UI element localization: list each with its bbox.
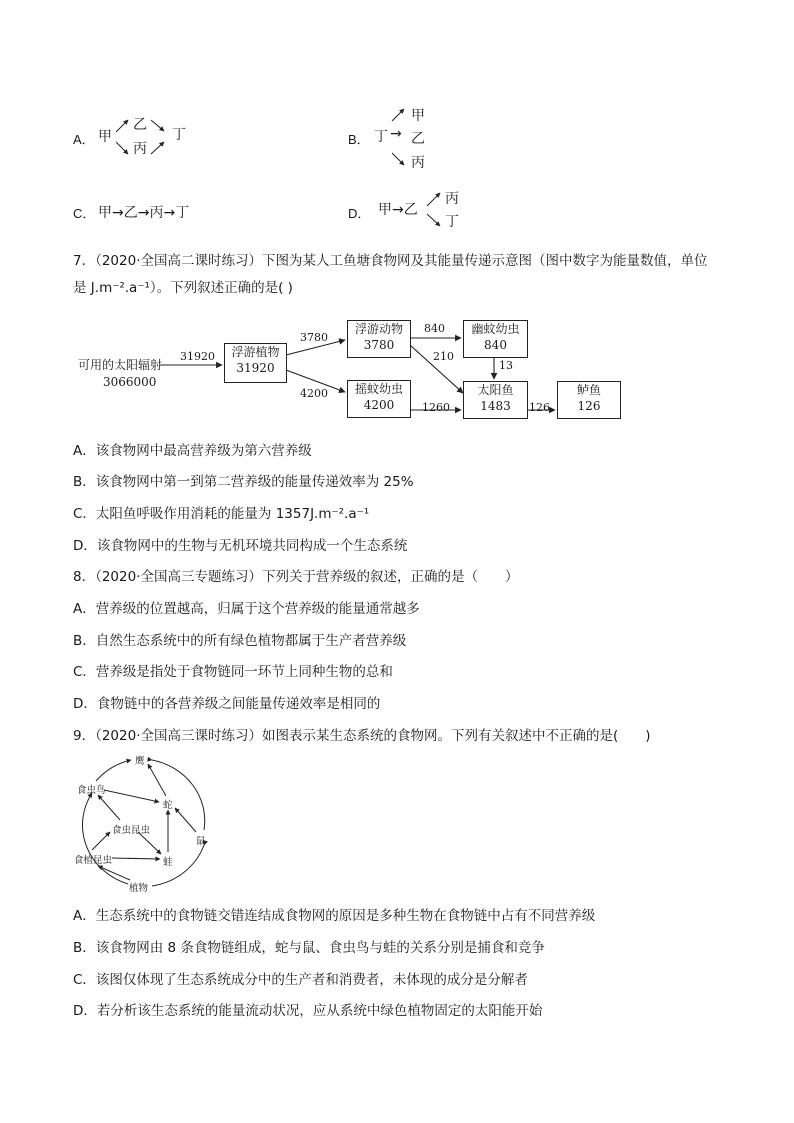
arrow-icon: → xyxy=(390,126,402,142)
chain-node: 甲 xyxy=(98,129,112,145)
arrow-icon xyxy=(175,808,196,832)
q9-option-b: B．该食物网由 8 条食物链组成，蛇与鼠、食虫鸟与蛙的关系分别是捕食和竞争 xyxy=(73,940,545,956)
node-value: 126 xyxy=(577,399,601,413)
node-plant: 植物 xyxy=(129,883,149,894)
q7-stem-line2: 是 J.m⁻².a⁻¹）。下列叙述正确的是( ) xyxy=(73,280,293,296)
node-value: 31920 xyxy=(236,361,275,375)
node-predatory-insect: 食虫昆虫 xyxy=(112,825,151,836)
chain-node: 丙 xyxy=(445,191,459,207)
q7-option-d: D．该食物网中的生物与无机环境共同构成一个生态系统 xyxy=(73,538,408,554)
node-frog: 蛙 xyxy=(163,857,173,868)
edge-label: 13 xyxy=(499,359,513,372)
arrow-icon xyxy=(104,790,159,802)
q7-stem-line1: 7．（2020·全国高二课时练习）下图为某人工鱼塘食物网及其能量传递示意图（图中数字为能量数值，单位 xyxy=(73,253,708,269)
node-eagle: 鹰 xyxy=(135,756,145,767)
chain-node: 甲 xyxy=(411,108,425,124)
node-insectivorous-bird: 食虫鸟 xyxy=(77,785,106,796)
node-value: 1483 xyxy=(480,399,511,413)
node-value: 840 xyxy=(484,338,507,352)
edge-label: 1260 xyxy=(422,401,450,414)
edge-label: 210 xyxy=(433,350,454,363)
arrow-icon xyxy=(148,764,166,796)
arrow-icon xyxy=(96,760,131,781)
arrow-icon xyxy=(138,832,161,854)
edge-label: 3780 xyxy=(300,331,328,344)
q8-stem: 8．（2020·全国高三专题练习）下列关于营养级的叙述，正确的是（ ） xyxy=(73,569,519,585)
chain-text: 甲→乙→丙→丁 xyxy=(98,205,190,221)
node-value: 3780 xyxy=(363,338,395,352)
chain-text: 甲→乙 xyxy=(378,202,418,218)
q8-option-a: A．营养级的位置越高，归属于这个营养级的能量通常越多 xyxy=(73,601,420,617)
chain-node: 丁 xyxy=(172,127,186,143)
chain-node: 丁 xyxy=(445,214,459,230)
node-name: 浮游动物 xyxy=(354,322,403,336)
q8-option-c: C．营养级是指处于食物链同一环节上同种生物的总和 xyxy=(73,664,393,680)
arrow-icon xyxy=(98,795,120,820)
option-letter: C． xyxy=(73,206,96,221)
q7-option-c: C．太阳鱼呼吸作用消耗的能量为 1357J.m⁻².a⁻¹ xyxy=(73,506,370,522)
chain-node: 丙 xyxy=(133,141,147,157)
arrow-icon xyxy=(152,845,204,886)
chain-node: 乙 xyxy=(133,117,147,133)
q9-stem: 9．（2020·全国高三课时练习）如图表示某生态系统的食物网。下列有关叙述中不正确的是( ) xyxy=(73,728,651,744)
node-name: 摇蚊幼虫 xyxy=(354,382,403,396)
option-letter: B． xyxy=(348,132,370,147)
q9-option-c: C．该图仅体现了生态系统成分中的生产者和消费者，未体现的成分是分解者 xyxy=(73,972,528,988)
q8-option-b: B．自然生态系统中的所有绿色植物都属于生产者营养级 xyxy=(73,633,407,649)
node-name: 鲈鱼 xyxy=(576,383,601,397)
q9-option-d: D．若分析该生态系统的能量流动状况，应从系统中绿色植物固定的太阳能开始 xyxy=(73,1003,543,1019)
node-snake: 蛇 xyxy=(163,800,173,811)
node-name: 幽蚊幼虫 xyxy=(471,322,520,336)
node-mouse: 鼠 xyxy=(196,836,206,847)
source-label: 可用的太阳辐射 xyxy=(78,358,163,372)
node-name: 太阳鱼 xyxy=(477,383,514,397)
arrow-icon xyxy=(82,793,128,884)
chain-node: 丁 xyxy=(374,129,388,145)
node-name: 浮游植物 xyxy=(231,345,280,359)
option-letter: D． xyxy=(348,206,371,221)
edge-label: 31920 xyxy=(180,350,215,363)
source-value: 3066000 xyxy=(103,375,157,389)
q7-option-b: B．该食物网中第一到第二营养级的能量传递效率为 25% xyxy=(73,474,414,490)
chain-node: 乙 xyxy=(411,131,425,147)
chain-node: 丙 xyxy=(411,155,425,171)
option-letter: A． xyxy=(73,132,95,147)
q7-option-a: A．该食物网中最高营养级为第六营养级 xyxy=(73,443,312,459)
arrow-icon xyxy=(112,858,160,859)
node-herbivorous-insect: 食植昆虫 xyxy=(74,855,113,866)
q8-option-d: D．食物链中的各营养级之间能量传递效率是相同的 xyxy=(73,696,381,712)
edge-label: 4200 xyxy=(300,387,328,400)
arrow-icon xyxy=(92,832,110,850)
edge-label: 126 xyxy=(529,401,550,414)
edge-label: 840 xyxy=(424,322,445,335)
q9-option-a: A．生态系统中的食物链交错连结成食物网的原因是多种生物在食物链中占有不同营养级 xyxy=(73,908,596,924)
arrow-icon xyxy=(152,760,205,830)
node-value: 4200 xyxy=(363,398,395,412)
